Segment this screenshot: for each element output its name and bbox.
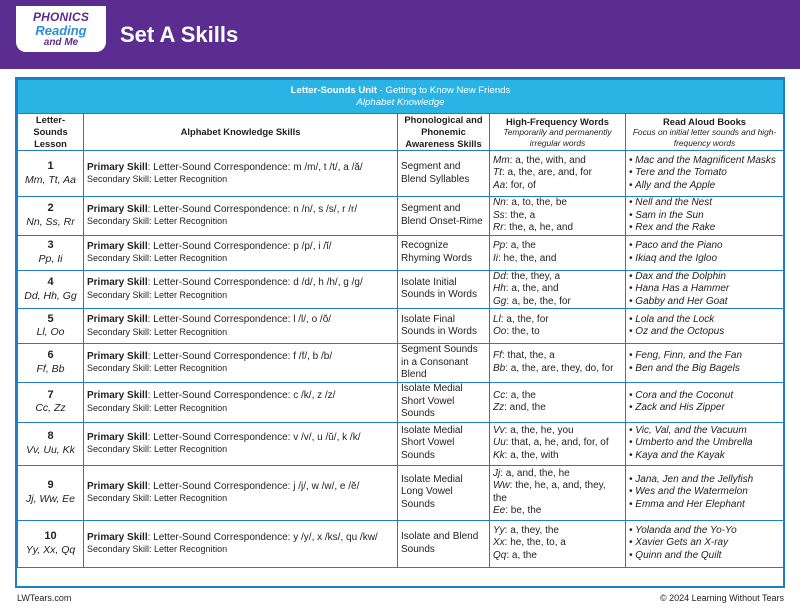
lesson-number: 8 xyxy=(47,430,54,443)
secondary-skill: Secondary Skill: Letter Recognition xyxy=(87,253,228,264)
secondary-skill: Secondary Skill: Letter Recognition xyxy=(87,174,228,185)
hf-letter: Nn xyxy=(493,197,506,208)
bullet-icon: • xyxy=(629,424,633,436)
lesson-number: 1 xyxy=(47,160,54,173)
bullet-icon: • xyxy=(629,209,633,221)
hf-letter: Pp xyxy=(493,240,506,251)
lesson-cell xyxy=(18,382,84,422)
hf-words: : a, the xyxy=(505,240,536,251)
awareness-cell: Isolate Medial Long Vowel Sounds xyxy=(398,465,490,520)
book-item xyxy=(629,474,780,487)
skills-cell xyxy=(84,465,398,520)
primary-skill-label: Primary Skill xyxy=(87,277,148,289)
lesson-letters: Dd, Hh, Gg xyxy=(24,289,77,302)
logo-line-1: PHONICS xyxy=(32,10,90,24)
books-cell xyxy=(626,344,784,383)
primary-skill-text: : Letter-Sound Correspondence: y /y/, x /ks/, qu /kw/ xyxy=(147,531,378,543)
book-item xyxy=(629,253,780,266)
secondary-skill: Secondary Skill: Letter Recognition xyxy=(87,544,228,555)
bullet-icon: • xyxy=(629,270,633,282)
bullet-icon: • xyxy=(629,473,633,485)
hf-words: : a, the, and xyxy=(505,283,559,294)
skills-cell xyxy=(84,235,398,270)
lesson-letters: Nn, Ss, Rr xyxy=(26,216,75,229)
column-header-awareness: Phonological and Phonemic Awareness Skills xyxy=(398,114,490,151)
bullet-icon: • xyxy=(629,240,633,251)
bullet-icon: • xyxy=(629,449,633,461)
primary-skill-text: : Letter-Sound Correspondence: p /p/, i /ĭ/ xyxy=(147,240,332,252)
book-item xyxy=(629,363,780,376)
lesson-number: 5 xyxy=(47,312,54,325)
lesson-cell xyxy=(18,520,84,567)
hf-letter: Gg xyxy=(493,295,507,307)
table-row xyxy=(18,382,784,422)
primary-skill xyxy=(87,314,394,327)
hf-words: : a, the xyxy=(505,389,536,401)
hf-words: : a, the, with, and xyxy=(509,154,586,166)
book-title: Ally and the Apple xyxy=(634,179,716,191)
hf-letter: Yy xyxy=(493,524,505,536)
bullet-icon: • xyxy=(629,402,633,413)
lesson-cell xyxy=(18,465,84,520)
book-item xyxy=(629,402,780,415)
skills-cell xyxy=(84,344,398,383)
awareness-cell: Segment and Blend Syllables xyxy=(398,151,490,197)
hf-words: : that, a, he, and, for, of xyxy=(505,437,609,449)
bullet-icon: • xyxy=(629,486,633,498)
primary-skill-text: : Letter-Sound Correspondence: f /f/, b /b/ xyxy=(147,350,333,362)
hf-letter: Ee xyxy=(493,505,506,516)
hf-letter: Ss xyxy=(493,209,505,221)
primary-skill-label: Primary Skill xyxy=(87,203,148,215)
books-title: Read Aloud Books xyxy=(663,115,746,127)
table-row xyxy=(18,270,784,309)
primary-skill-label: Primary Skill xyxy=(87,431,148,443)
book-item xyxy=(629,499,780,512)
skills-cell xyxy=(84,197,398,236)
book-item xyxy=(629,326,780,339)
book-title: Dax and the Dolphin xyxy=(635,270,726,282)
skills-cell xyxy=(84,382,398,422)
primary-skill xyxy=(87,241,394,254)
lesson-number: 7 xyxy=(47,388,54,401)
hf-letter: Mm xyxy=(493,154,510,166)
hf-words: : the, a xyxy=(504,209,536,221)
book-item xyxy=(629,350,780,363)
primary-skill xyxy=(87,204,394,217)
bullet-icon: • xyxy=(629,524,633,536)
hf-title: High-Frequency Words xyxy=(506,115,609,127)
book-title: Umberto and the Umbrella xyxy=(635,437,753,449)
book-title: Xavier Gets an X-ray xyxy=(635,537,729,549)
primary-skill-text: : Letter-Sound Correspondence: d /d/, h /h/, g /g/ xyxy=(147,277,363,289)
primary-skill xyxy=(87,532,394,545)
lesson-letters: Cc, Zz xyxy=(35,402,66,415)
hf-words: : he, the, to, a xyxy=(504,537,566,549)
secondary-skill: Secondary Skill: Letter Recognition xyxy=(87,444,228,455)
hf-words: : and, the xyxy=(504,402,546,413)
table-row xyxy=(18,422,784,465)
hf-letter: Aa xyxy=(493,179,506,191)
book-item xyxy=(629,437,780,450)
high-frequency-cell xyxy=(490,309,626,344)
hf-words: : a, the xyxy=(506,549,537,561)
books-cell xyxy=(626,270,784,309)
lesson-cell xyxy=(18,151,84,197)
lesson-letters: Yy, Xx, Qq xyxy=(25,543,76,556)
hf-words: : the, to xyxy=(506,326,540,337)
hf-words: : a, they, the xyxy=(504,524,559,536)
awareness-cell: Recognize Rhyming Words xyxy=(398,235,490,270)
books-cell xyxy=(626,235,784,270)
hf-letter: Vv xyxy=(493,424,505,436)
unit-focus: Alphabet Knowledge xyxy=(356,96,445,108)
table-row xyxy=(18,309,784,344)
book-item xyxy=(629,271,780,284)
book-item xyxy=(629,210,780,223)
bullet-icon: • xyxy=(629,179,633,191)
bullet-icon: • xyxy=(629,295,633,307)
primary-skill-label: Primary Skill xyxy=(87,314,148,326)
primary-skill-label: Primary Skill xyxy=(87,240,148,252)
bullet-icon: • xyxy=(629,362,633,374)
table-row xyxy=(18,520,784,567)
book-title: Vic, Val, and the Vacuum xyxy=(635,424,747,436)
books-cell xyxy=(626,309,784,344)
skills-cell xyxy=(84,520,398,567)
bullet-icon: • xyxy=(629,549,633,561)
secondary-skill: Secondary Skill: Letter Recognition xyxy=(87,326,228,337)
awareness-cell: Isolate Medial Short Vowel Sounds xyxy=(398,422,490,465)
book-item xyxy=(629,450,780,463)
book-item xyxy=(629,314,780,327)
lesson-cell xyxy=(18,197,84,236)
book-title: Gabby and Her Goat xyxy=(635,295,728,307)
book-title: Mac and the Magnificent Masks xyxy=(635,154,776,166)
primary-skill xyxy=(87,162,394,175)
lesson-number: 9 xyxy=(47,479,54,492)
high-frequency-cell xyxy=(490,344,626,383)
hf-subtitle: Temporarily and permanently irregular words xyxy=(503,127,612,148)
bullet-icon: • xyxy=(629,389,633,401)
book-item xyxy=(629,525,780,538)
hf-letter: Rr xyxy=(493,222,504,233)
book-item xyxy=(629,222,780,235)
skills-cell xyxy=(84,309,398,344)
book-title: Paco and the Piano xyxy=(635,240,723,251)
book-title: Quinn and the Quilt xyxy=(635,549,722,561)
lesson-number: 3 xyxy=(47,239,54,252)
book-item xyxy=(629,550,780,563)
secondary-skill: Secondary Skill: Letter Recognition xyxy=(87,402,228,413)
logo-line-2: Reading xyxy=(35,23,87,38)
books-cell xyxy=(626,520,784,567)
secondary-skill: Secondary Skill: Letter Recognition xyxy=(87,216,228,227)
high-frequency-cell xyxy=(490,422,626,465)
awareness-cell: Isolate Final Sounds in Words xyxy=(398,309,490,344)
hf-words: : the, a, he, and xyxy=(503,222,574,233)
primary-skill xyxy=(87,277,394,290)
book-title: Tere and the Tomato xyxy=(635,167,727,179)
hf-words: : for, of xyxy=(505,179,536,191)
hf-words: : be, the xyxy=(505,505,542,516)
hf-letter: Oo xyxy=(493,326,507,337)
hf-words: : a, the, he, you xyxy=(504,424,574,436)
awareness-cell: Isolate and Blend Sounds xyxy=(398,520,490,567)
books-subtitle: Focus on initial letter sounds and high-frequency words xyxy=(632,127,777,148)
bullet-icon: • xyxy=(629,283,633,294)
hf-words: : a, the, with xyxy=(504,449,559,461)
table-row xyxy=(18,344,784,383)
bullet-icon: • xyxy=(629,252,633,264)
book-title: Ben and the Big Bagels xyxy=(635,362,740,374)
column-header-books xyxy=(626,114,784,151)
skills-cell xyxy=(84,270,398,309)
secondary-skill: Secondary Skill: Letter Recognition xyxy=(87,363,228,374)
book-title: Cora and the Coconut xyxy=(635,389,734,401)
phonics-reading-and-me-logo xyxy=(16,6,106,52)
unit-header xyxy=(18,80,784,114)
book-title: Jana, Jen and the Jellyfish xyxy=(635,473,754,485)
book-title: Emma and Her Elephant xyxy=(635,498,745,510)
lesson-number: 6 xyxy=(47,349,54,362)
hf-letter: Tt xyxy=(493,167,502,179)
lesson-cell xyxy=(18,344,84,383)
secondary-skill: Secondary Skill: Letter Recognition xyxy=(87,493,228,504)
unit-subtitle: - Getting to Know New Friends xyxy=(377,84,511,96)
primary-skill-text: : Letter-Sound Correspondence: v /v/, u /ŭ/, k /k/ xyxy=(147,431,361,443)
book-item xyxy=(629,240,780,253)
lesson-number: 2 xyxy=(47,202,54,215)
hf-letter: Ii xyxy=(493,252,498,264)
column-header-lesson: Letter-Sounds Lesson xyxy=(18,114,84,151)
bullet-icon: • xyxy=(629,350,633,362)
book-item xyxy=(629,486,780,499)
high-frequency-cell xyxy=(490,382,626,422)
hf-words: : that, the, a xyxy=(501,350,555,362)
high-frequency-cell xyxy=(490,197,626,236)
table-row xyxy=(18,235,784,270)
book-title: Nell and the Nest xyxy=(635,197,713,208)
column-header-high-frequency xyxy=(490,114,626,151)
book-item xyxy=(629,425,780,438)
book-title: Yolanda and the Yo-Yo xyxy=(635,524,737,536)
primary-skill-label: Primary Skill xyxy=(87,480,148,492)
book-title: Feng, Finn, and the Fan xyxy=(635,350,743,362)
high-frequency-cell xyxy=(490,465,626,520)
bullet-icon: • xyxy=(629,154,633,166)
books-cell xyxy=(626,465,784,520)
primary-skill-label: Primary Skill xyxy=(87,390,148,402)
book-item xyxy=(629,197,780,210)
book-item xyxy=(629,283,780,296)
skills-cell xyxy=(84,422,398,465)
hf-letter: Kk xyxy=(493,449,505,461)
hf-letter: Qq xyxy=(493,549,507,561)
hf-letter: Bb xyxy=(493,362,506,374)
page-title: Set A Skills xyxy=(120,22,239,47)
book-item xyxy=(629,390,780,403)
primary-skill-text: : Letter-Sound Correspondence: n /n/, s /s/, r /r/ xyxy=(147,203,358,215)
book-item xyxy=(629,155,780,168)
book-title: Wes and the Watermelon xyxy=(635,486,748,498)
hf-words: : a, and, the, he xyxy=(500,467,570,479)
page-header xyxy=(0,0,800,69)
hf-words: : the, he, a, and, they, the xyxy=(493,480,606,504)
primary-skill-label: Primary Skill xyxy=(87,531,148,543)
primary-skill xyxy=(87,351,394,364)
primary-skill xyxy=(87,432,394,445)
awareness-cell: Isolate Medial Short Vowel Sounds xyxy=(398,382,490,422)
bullet-icon: • xyxy=(629,197,633,208)
lesson-cell xyxy=(18,422,84,465)
high-frequency-cell xyxy=(490,151,626,197)
hf-letter: Ll xyxy=(493,313,501,325)
table-row xyxy=(18,151,784,197)
hf-words: : a, the, are, they, do, for xyxy=(505,362,614,374)
high-frequency-cell xyxy=(490,520,626,567)
book-item xyxy=(629,167,780,180)
book-title: Kaya and the Kayak xyxy=(635,449,725,461)
hf-letter: Dd xyxy=(493,270,506,282)
hf-letter: Ff xyxy=(493,350,502,362)
primary-skill-label: Primary Skill xyxy=(87,350,148,362)
book-title: Oz and the Octopus xyxy=(635,326,725,337)
primary-skill xyxy=(87,481,394,494)
bullet-icon: • xyxy=(629,313,633,325)
footer-website: LWTears.com xyxy=(17,593,72,603)
footer-copyright: © 2024 Learning Without Tears xyxy=(659,593,784,603)
awareness-cell: Isolate Initial Sounds in Words xyxy=(398,270,490,309)
lesson-cell xyxy=(18,309,84,344)
hf-letter: Hh xyxy=(493,283,506,294)
primary-skill-text: : Letter-Sound Correspondence: c /k/, z /z/ xyxy=(147,390,336,402)
lesson-letters: Mm, Tt, Aa xyxy=(25,173,76,186)
skills-table xyxy=(17,79,784,568)
unit-title: Letter-Sounds Unit xyxy=(290,84,378,96)
books-cell xyxy=(626,422,784,465)
book-item xyxy=(629,296,780,309)
logo-line-3: and Me xyxy=(43,37,79,48)
table-row xyxy=(18,197,784,236)
high-frequency-cell xyxy=(490,235,626,270)
lesson-letters: Jj, Ww, Ee xyxy=(25,492,75,505)
bullet-icon: • xyxy=(629,498,633,510)
book-item xyxy=(629,180,780,193)
hf-letter: Ww xyxy=(493,480,510,491)
hf-letter: Uu xyxy=(493,437,506,449)
book-title: Rex and the Rake xyxy=(635,222,716,233)
book-title: Sam in the Sun xyxy=(635,209,704,221)
column-header-skills: Alphabet Knowledge Skills xyxy=(84,114,398,151)
book-title: Lola and the Lock xyxy=(635,313,715,325)
hf-words: : a, the, for xyxy=(500,313,549,325)
bullet-icon: • xyxy=(629,437,633,449)
book-title: Ikiaq and the Igloo xyxy=(635,252,718,264)
primary-skill-text: : Letter-Sound Correspondence: m /m/, t /t/, a /ă/ xyxy=(147,161,363,173)
books-cell xyxy=(626,382,784,422)
skills-cell xyxy=(84,151,398,197)
hf-letter: Jj xyxy=(493,467,501,479)
hf-words: : a, to, the, be xyxy=(505,197,567,208)
high-frequency-cell xyxy=(490,270,626,309)
primary-skill-text: : Letter-Sound Correspondence: l /l/, o /ŏ/ xyxy=(147,314,332,326)
hf-words: : a, be, the, for xyxy=(506,295,571,307)
primary-skill-label: Primary Skill xyxy=(87,161,148,173)
bullet-icon: • xyxy=(629,326,633,337)
lesson-letters: Pp, Ii xyxy=(38,252,63,265)
secondary-skill: Secondary Skill: Letter Recognition xyxy=(87,289,228,300)
hf-letter: Cc xyxy=(493,389,506,401)
hf-letter: Xx xyxy=(493,537,505,549)
lesson-letters: Ll, Oo xyxy=(36,326,65,339)
hf-words: : he, the, and xyxy=(498,252,557,264)
awareness-cell: Segment and Blend Onset-Rime xyxy=(398,197,490,236)
bullet-icon: • xyxy=(629,167,633,179)
lesson-number: 10 xyxy=(44,530,57,543)
table-row xyxy=(18,465,784,520)
hf-words: : the, they, a xyxy=(505,270,561,282)
bullet-icon: • xyxy=(629,222,633,233)
book-title: Zack and His Zipper xyxy=(635,402,725,413)
hf-words: : a, the, are, and, for xyxy=(501,167,592,179)
books-cell xyxy=(626,151,784,197)
book-item xyxy=(629,537,780,550)
lesson-cell xyxy=(18,270,84,309)
lesson-letters: Ff, Bb xyxy=(36,363,65,376)
bullet-icon: • xyxy=(629,537,633,549)
primary-skill-text: : Letter-Sound Correspondence: j /j/, w /w/, e /ĕ/ xyxy=(147,480,360,492)
books-cell xyxy=(626,197,784,236)
lesson-letters: Vv, Uu, Kk xyxy=(26,443,75,456)
primary-skill xyxy=(87,390,394,403)
hf-letter: Zz xyxy=(493,402,505,413)
skills-table-frame xyxy=(15,77,785,588)
awareness-cell: Segment Sounds in a Consonant Blend xyxy=(398,344,490,383)
book-title: Hana Has a Hammer xyxy=(635,283,730,294)
lesson-cell xyxy=(18,235,84,270)
lesson-number: 4 xyxy=(47,275,54,288)
